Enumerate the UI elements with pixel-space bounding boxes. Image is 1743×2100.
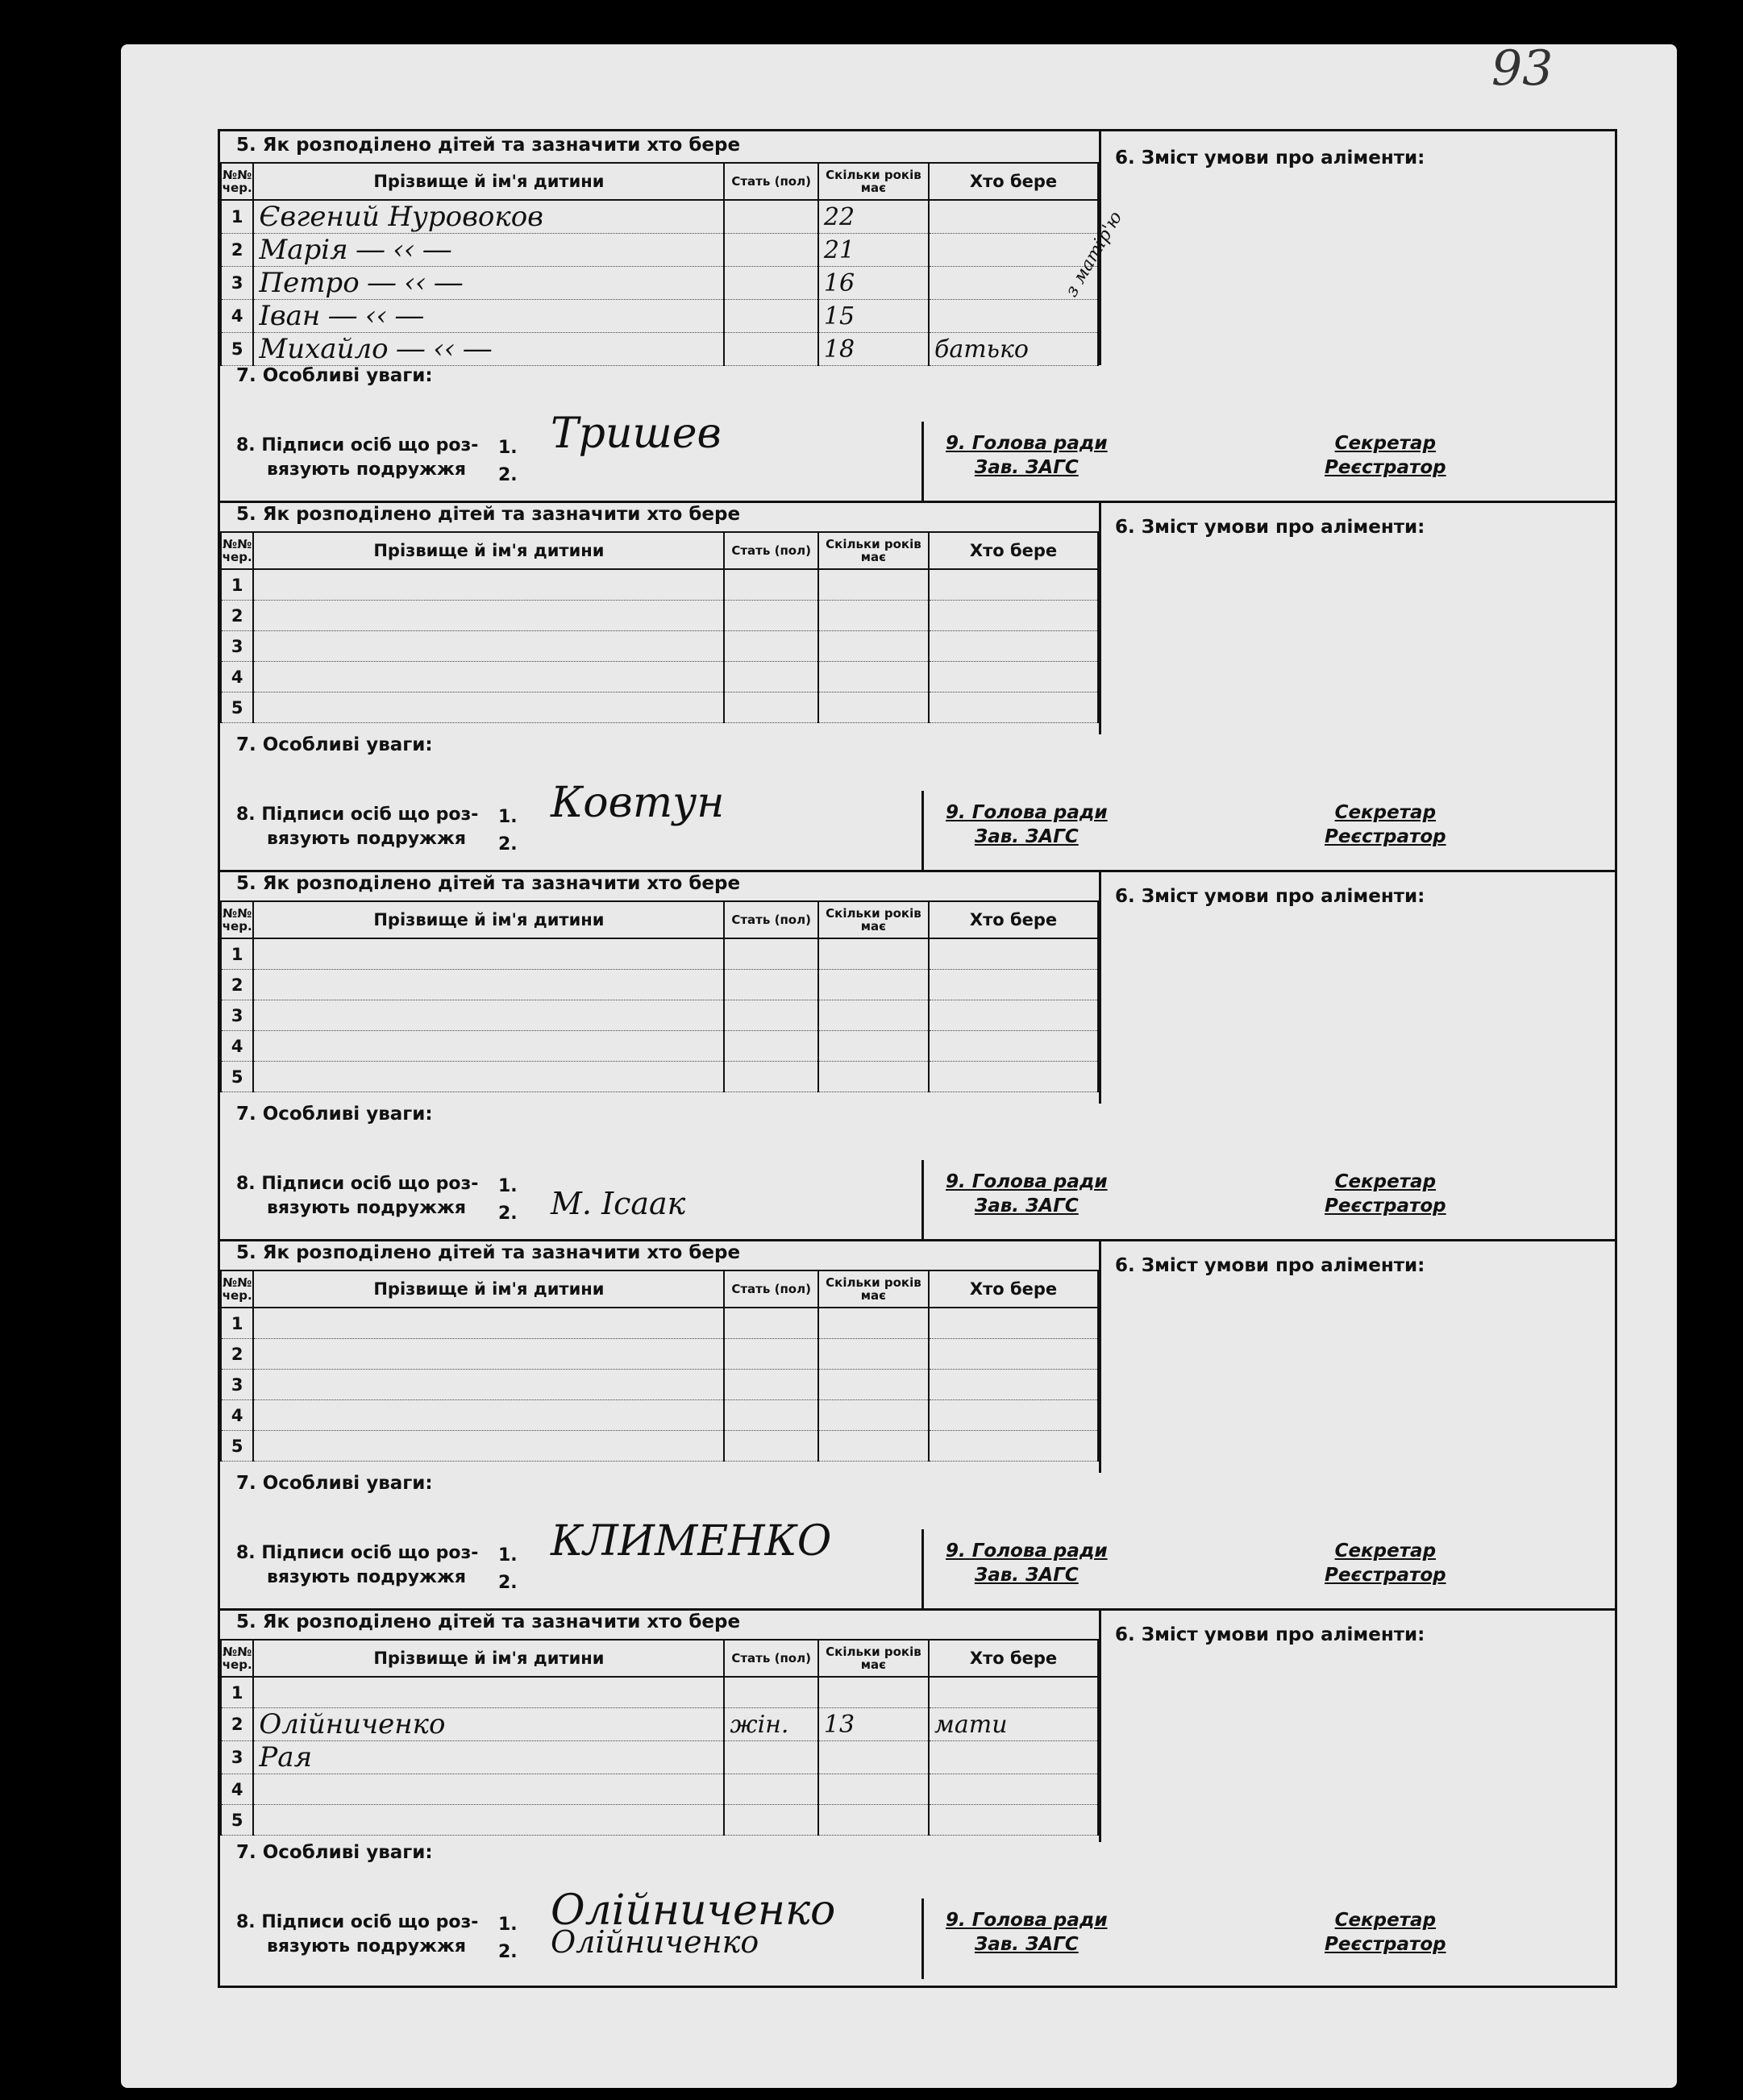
child-name-cell [253,1000,724,1031]
col-sex-header: Стать (пол) [724,163,817,200]
signature-label-line2: вязують подружжя [267,460,466,480]
page-number: 93 [1491,40,1554,97]
signature-divider [921,791,924,871]
signature-1-label: 1. [498,1915,518,1935]
children-table [220,900,1099,1092]
child-who-cell [929,569,1098,601]
child-number-cell: 3 [221,1370,253,1400]
children-title: 5. Як розподілено дітей та зазначити хто бере [236,873,741,894]
notes-label: 7. Особливі уваги: [236,1104,433,1125]
child-age-cell [818,1400,929,1431]
col-num-header: №№ чер. [221,532,253,569]
section-divider [1099,1239,1101,1473]
signature-divider [921,1898,924,1979]
signature-2-label: 2. [498,1204,518,1224]
registrar-label: Реєстратор [1325,1934,1446,1955]
child-who-cell [929,970,1098,1000]
child-row [221,662,1098,692]
child-sex-cell [724,692,817,723]
col-who-header: Хто бере [929,163,1098,200]
child-who-cell [929,692,1098,723]
child-name-cell: Олійниченко [253,1708,724,1741]
child-number-cell: 4 [221,1031,253,1062]
child-age-cell [818,1308,929,1339]
child-number-cell: 1 [221,938,253,970]
registry-office-label: Зав. ЗАГС [974,457,1079,478]
col-name-header: Прізвище й ім'я дитини [253,163,724,200]
col-name-header: Прізвище й ім'я дитини [253,532,724,569]
child-age-cell: 22 [818,200,929,234]
divorce-record-section [220,1239,1615,1611]
divorce-record-section [220,870,1615,1241]
child-age-cell: 15 [818,300,929,333]
child-name-cell: Петро ― ‹‹ ― [253,267,724,300]
child-who-cell [929,1774,1098,1805]
children-table [220,531,1099,723]
child-name-cell [253,692,724,723]
child-who-cell [929,1339,1098,1370]
col-who-header: Хто бере [929,1270,1098,1308]
secretary-block [1325,1908,1446,1957]
secretary-block [1325,1170,1446,1218]
col-num-header: №№ чер. [221,163,253,200]
child-who-cell [929,601,1098,631]
head-label: 9. Голова ради [946,1910,1108,1931]
signature-divider [921,1529,924,1610]
child-row [221,333,1098,366]
child-sex-cell [724,601,817,631]
alimony-title: 6. Зміст умови про аліменти: [1115,886,1425,907]
registry-office-label: Зав. ЗАГС [974,1934,1079,1955]
children-title: 5. Як розподілено дітей та зазначити хто бере [236,135,741,156]
child-row [221,1400,1098,1431]
child-number-cell: 5 [221,1062,253,1092]
section-divider [1099,1608,1101,1842]
col-sex-header: Стать (пол) [724,901,817,938]
alimony-title: 6. Зміст умови про аліменти: [1115,1624,1425,1645]
col-age-header: Скільки років має [818,163,929,200]
signature-label [236,803,478,851]
child-number-cell: 2 [221,970,253,1000]
child-row [221,1805,1098,1836]
signature-1-label: 1. [498,807,518,827]
secretary-label: Секретар [1334,1910,1437,1931]
child-number-cell: 2 [221,1708,253,1741]
notes-label: 7. Особливі уваги: [236,365,433,386]
head-block [946,1170,1108,1218]
child-age-cell: 13 [818,1708,929,1741]
child-age-cell [818,970,929,1000]
child-name-cell [253,601,724,631]
child-name-cell [253,1308,724,1339]
child-name-cell [253,1431,724,1462]
child-age-cell [818,1031,929,1062]
signature-label-line2: вязують подружжя [267,1198,466,1218]
child-name-cell [253,569,724,601]
child-number-cell: 1 [221,569,253,601]
child-sex-cell [724,1031,817,1062]
child-number-cell: 5 [221,692,253,723]
signature-2-label: 2. [498,1942,518,1962]
child-who-cell [929,938,1098,970]
signature-1-handwriting: Олійниченко [551,1886,836,1935]
children-table [220,1270,1099,1462]
col-who-header: Хто бере [929,901,1098,938]
registrar-label: Реєстратор [1325,826,1446,847]
children-title: 5. Як розподілено дітей та зазначити хто бере [236,504,741,525]
child-name-cell: Михайло ― ‹‹ ― [253,333,724,366]
child-sex-cell [724,300,817,333]
col-sex-header: Стать (пол) [724,1640,817,1677]
child-sex-cell [724,267,817,300]
signature-label-line2: вязують подружжя [267,829,466,849]
alimony-title: 6. Зміст умови про аліменти: [1115,1255,1425,1276]
col-who-header: Хто бере [929,532,1098,569]
child-sex-cell [724,631,817,662]
child-sex-cell: жін. [724,1708,817,1741]
child-name-cell [253,1805,724,1836]
child-name-cell [253,970,724,1000]
child-who-cell [929,1400,1098,1431]
child-row [221,300,1098,333]
child-sex-cell [724,1000,817,1031]
alimony-title: 6. Зміст умови про аліменти: [1115,148,1425,168]
child-row [221,1370,1098,1400]
signature-divider [921,1160,924,1241]
child-age-cell [818,1062,929,1092]
signature-label-line1: 8. Підписи осіб що роз- [236,1174,479,1194]
signature-1-label: 1. [498,438,518,458]
head-label: 9. Голова ради [946,1541,1108,1561]
child-name-cell: Іван ― ‹‹ ― [253,300,724,333]
signature-1-label: 1. [498,1176,518,1196]
child-row [221,1741,1098,1774]
alimony-title: 6. Зміст умови про аліменти: [1115,517,1425,538]
child-row [221,1431,1098,1462]
registrar-label: Реєстратор [1325,1565,1446,1586]
who-takes-side-note: з матір'ю [1061,208,1127,301]
child-age-cell [818,1677,929,1708]
child-number-cell: 4 [221,1774,253,1805]
head-block [946,1908,1108,1957]
child-number-cell: 1 [221,1308,253,1339]
divorce-record-section [220,131,1615,503]
child-who-cell [929,1431,1098,1462]
child-row [221,970,1098,1000]
signature-label-line2: вязують подружжя [267,1936,466,1957]
head-block [946,431,1108,480]
child-age-cell [818,1000,929,1031]
child-number-cell: 3 [221,267,253,300]
child-name-cell: Євгений Нуровоков [253,200,724,234]
child-row [221,1339,1098,1370]
signature-1-handwriting: Тришев [551,410,722,458]
child-name-cell [253,1370,724,1400]
child-age-cell [818,1370,929,1400]
child-name-cell [253,631,724,662]
child-number-cell: 1 [221,1677,253,1708]
col-age-header: Скільки років має [818,1270,929,1308]
child-age-cell [818,1774,929,1805]
child-age-cell: 21 [818,234,929,267]
col-num-header: №№ чер. [221,1270,253,1308]
signature-1-handwriting: Ковтун [551,779,725,827]
signature-label-line1: 8. Підписи осіб що роз- [236,435,479,455]
child-who-cell [929,1000,1098,1031]
child-row [221,1774,1098,1805]
child-who-cell: мати [929,1708,1098,1741]
child-who-cell [929,1370,1098,1400]
signature-label [236,434,478,482]
child-number-cell: 5 [221,333,253,366]
child-name-cell [253,1062,724,1092]
child-sex-cell [724,662,817,692]
child-number-cell: 2 [221,234,253,267]
signature-2-label: 2. [498,465,518,485]
child-name-cell [253,1677,724,1708]
child-name-cell [253,662,724,692]
head-label: 9. Голова ради [946,802,1108,823]
child-name-cell: Рая [253,1741,724,1774]
registry-office-label: Зав. ЗАГС [974,1565,1079,1586]
child-age-cell [818,631,929,662]
child-sex-cell [724,1400,817,1431]
child-name-cell [253,1400,724,1431]
divorce-record-section [220,1608,1615,1977]
child-number-cell: 2 [221,601,253,631]
child-sex-cell [724,1308,817,1339]
child-age-cell [818,569,929,601]
child-row [221,631,1098,662]
child-row [221,601,1098,631]
signature-1-label: 1. [498,1545,518,1566]
child-who-cell [929,631,1098,662]
child-name-cell [253,1774,724,1805]
child-name-cell: Марія ― ‹‹ ― [253,234,724,267]
divorce-record-section [220,501,1615,872]
children-title: 5. Як розподілено дітей та зазначити хто бере [236,1242,741,1263]
child-row [221,1677,1098,1708]
notes-label: 7. Особливі уваги: [236,1473,433,1494]
child-who-cell [929,234,1098,267]
child-who-cell [929,300,1098,333]
child-row [221,234,1098,267]
child-number-cell: 1 [221,200,253,234]
child-row [221,200,1098,234]
col-num-header: №№ чер. [221,1640,253,1677]
child-row [221,692,1098,723]
child-number-cell: 3 [221,631,253,662]
child-row [221,1031,1098,1062]
child-row [221,1308,1098,1339]
section-divider [1099,501,1101,734]
child-sex-cell [724,1741,817,1774]
child-name-cell [253,938,724,970]
head-block [946,800,1108,849]
signature-2-label: 2. [498,834,518,855]
col-age-header: Скільки років має [818,532,929,569]
signature-label [236,1172,478,1220]
child-number-cell: 4 [221,300,253,333]
col-name-header: Прізвище й ім'я дитини [253,1270,724,1308]
col-num-header: №№ чер. [221,901,253,938]
col-age-header: Скільки років має [818,901,929,938]
child-sex-cell [724,1774,817,1805]
signature-1-handwriting: КЛИМЕНКО [551,1517,832,1566]
signature-2-label: 2. [498,1573,518,1593]
child-number-cell: 5 [221,1805,253,1836]
col-who-header: Хто бере [929,1640,1098,1677]
child-sex-cell [724,938,817,970]
child-name-cell [253,1339,724,1370]
child-who-cell [929,1805,1098,1836]
child-sex-cell [724,1677,817,1708]
col-name-header: Прізвище й ім'я дитини [253,1640,724,1677]
child-sex-cell [724,569,817,601]
child-number-cell: 3 [221,1741,253,1774]
col-sex-header: Стать (пол) [724,532,817,569]
head-label: 9. Голова ради [946,1171,1108,1192]
secretary-block [1325,1539,1446,1587]
child-row [221,938,1098,970]
child-who-cell [929,200,1098,234]
divorce-register-form [218,129,1617,1988]
child-age-cell [818,1741,929,1774]
signature-label [236,1541,478,1590]
child-row [221,1708,1098,1741]
child-row [221,1000,1098,1031]
child-who-cell: батько [929,333,1098,366]
secretary-label: Секретар [1334,433,1437,454]
child-who-cell [929,1741,1098,1774]
children-title: 5. Як розподілено дітей та зазначити хто бере [236,1611,741,1632]
child-number-cell: 4 [221,1400,253,1431]
child-row [221,569,1098,601]
notes-label: 7. Особливі уваги: [236,1842,433,1863]
secretary-label: Секретар [1334,1541,1437,1561]
child-row [221,267,1098,300]
secretary-block [1325,431,1446,480]
secretary-label: Секретар [1334,1171,1437,1192]
child-sex-cell [724,200,817,234]
signature-label-line1: 8. Підписи осіб що роз- [236,1912,479,1932]
child-age-cell: 16 [818,267,929,300]
child-name-cell [253,1031,724,1062]
col-age-header: Скільки років має [818,1640,929,1677]
child-row [221,1062,1098,1092]
secretary-label: Секретар [1334,802,1437,823]
child-sex-cell [724,1805,817,1836]
child-sex-cell [724,234,817,267]
child-number-cell: 4 [221,662,253,692]
registry-office-label: Зав. ЗАГС [974,826,1079,847]
signature-label-line1: 8. Підписи осіб що роз- [236,1543,479,1563]
child-sex-cell [724,970,817,1000]
child-sex-cell [724,333,817,366]
secretary-block [1325,800,1446,849]
signature-label-line1: 8. Підписи осіб що роз- [236,805,479,825]
child-who-cell [929,1677,1098,1708]
child-age-cell [818,692,929,723]
signature-2-handwriting: М. Ісаак [551,1186,686,1221]
child-age-cell [818,601,929,631]
section-divider [1099,870,1101,1104]
child-sex-cell [724,1431,817,1462]
child-number-cell: 5 [221,1431,253,1462]
child-who-cell [929,1031,1098,1062]
signature-divider [921,422,924,502]
child-who-cell [929,662,1098,692]
head-block [946,1539,1108,1587]
child-who-cell [929,1308,1098,1339]
child-who-cell [929,1062,1098,1092]
registrar-label: Реєстратор [1325,457,1446,478]
registrar-label: Реєстратор [1325,1196,1446,1216]
child-sex-cell [724,1370,817,1400]
registry-office-label: Зав. ЗАГС [974,1196,1079,1216]
child-age-cell [818,1339,929,1370]
child-age-cell: 18 [818,333,929,366]
child-age-cell [818,1431,929,1462]
col-sex-header: Стать (пол) [724,1270,817,1308]
child-number-cell: 3 [221,1000,253,1031]
notes-label: 7. Особливі уваги: [236,734,433,755]
child-sex-cell [724,1339,817,1370]
children-table [220,1639,1099,1836]
signature-label [236,1911,478,1959]
child-age-cell [818,1805,929,1836]
child-number-cell: 2 [221,1339,253,1370]
children-table [220,162,1099,366]
signature-label-line2: вязують подружжя [267,1567,466,1587]
child-sex-cell [724,1062,817,1092]
col-name-header: Прізвище й ім'я дитини [253,901,724,938]
child-age-cell [818,938,929,970]
signature-2-handwriting: Олійниченко [551,1924,759,1960]
head-label: 9. Голова ради [946,433,1108,454]
child-age-cell [818,662,929,692]
